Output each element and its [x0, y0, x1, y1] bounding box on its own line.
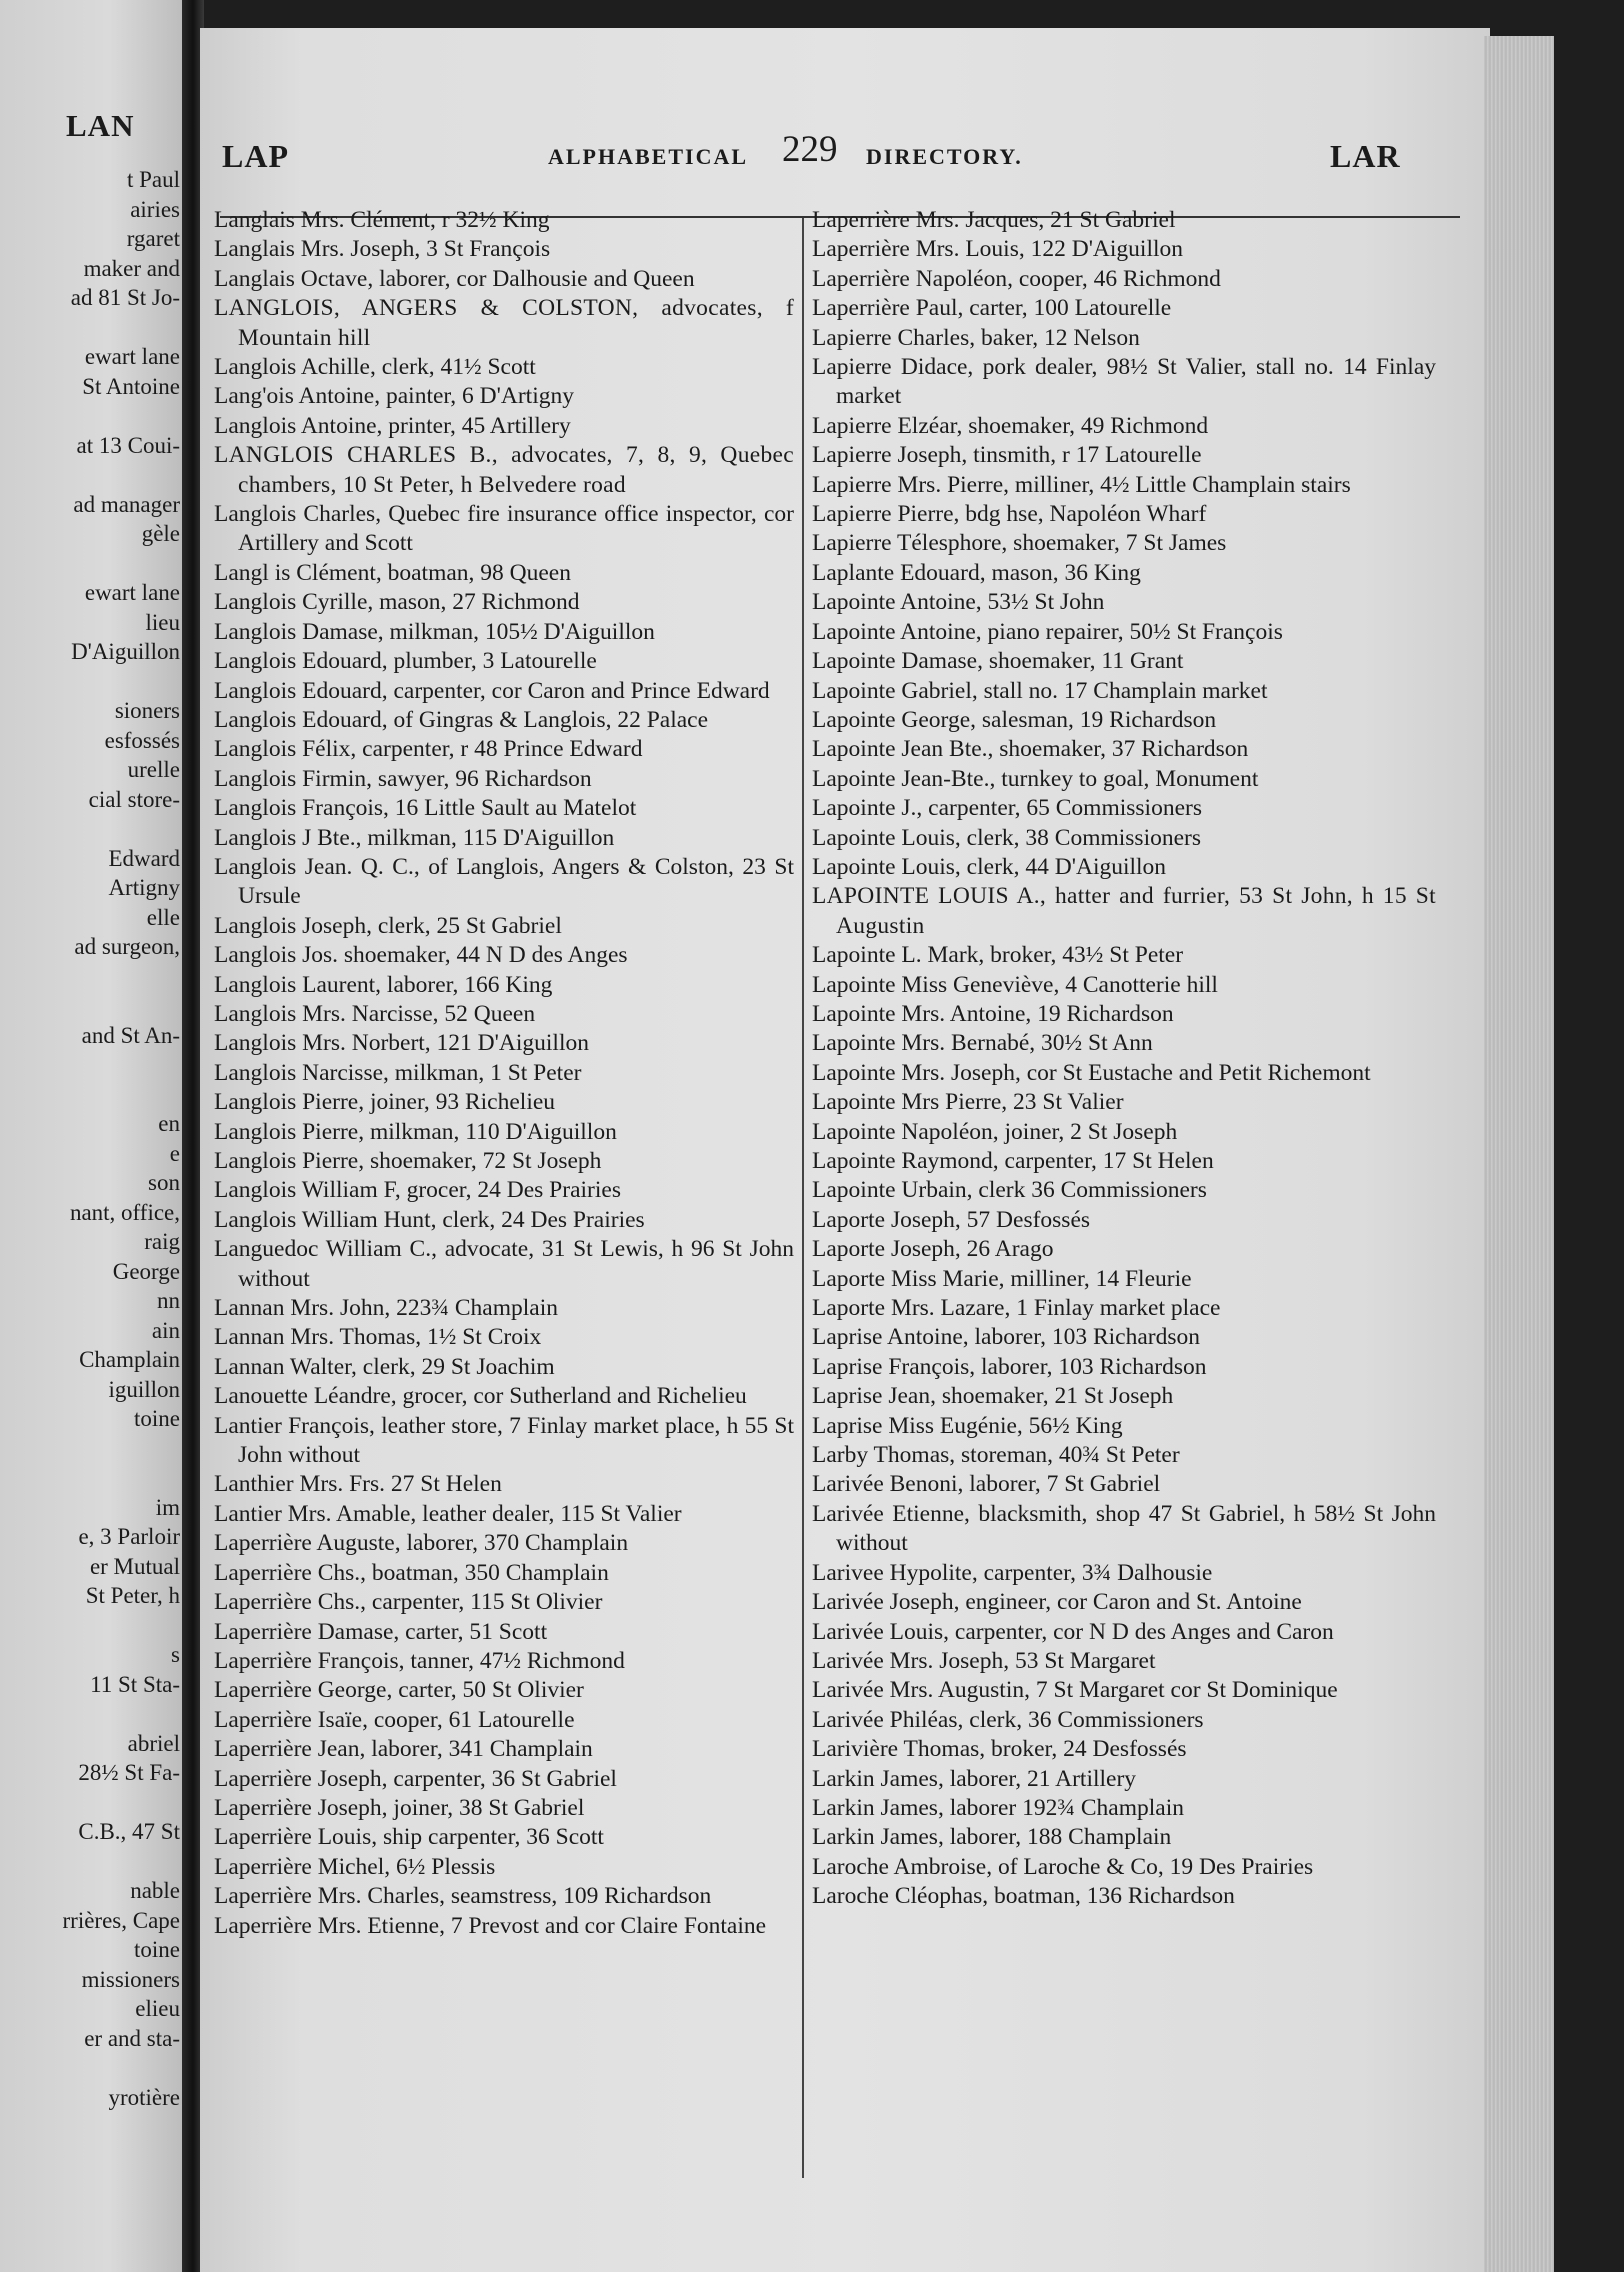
- left-page-fragment: [4, 1050, 180, 1080]
- directory-entry: Laperrière Joseph, joiner, 38 St Gabriel: [214, 1794, 585, 1821]
- left-page-fragment: im: [155, 1494, 180, 1520]
- left-page-fragment: raig: [144, 1229, 180, 1254]
- directory-entry: Laprise Jean, shoemaker, 21 St Joseph: [812, 1383, 1174, 1410]
- directory-entry: LAPOINTE LOUIS A., hatter and furrier, 53 St John, h 15 St Augustin: [812, 883, 1436, 939]
- directory-entry: Laperrière François, tanner, 47½ Richmond: [214, 1647, 625, 1674]
- left-page-fragment: abriel: [127, 1730, 180, 1756]
- directory-entry: Langlois Joseph, clerk, 25 St Gabriel: [214, 912, 562, 939]
- directory-entry: Lapointe Jean-Bte., turnkey to goal, Monument: [812, 765, 1259, 792]
- directory-entry: Langlois Achille, clerk, 41½ Scott: [214, 354, 536, 381]
- left-page-fragment: [4, 991, 180, 1021]
- left-page-fragment: maker and: [83, 255, 180, 281]
- left-page-fragment: ain: [151, 1317, 180, 1343]
- left-page-fragment: gèle: [141, 521, 180, 546]
- directory-entry: Langlais Octave, laborer, cor Dalhousie and Queen: [214, 265, 695, 292]
- directory-entry: Lapierre Pierre, bdg hse, Napoléon Wharf: [812, 501, 1207, 528]
- left-page-fragment: e, 3 Parloir: [78, 1524, 180, 1549]
- left-page-text-fragments: [4, 165, 180, 2112]
- directory-entry: Larby Thomas, storeman, 40¾ St Peter: [812, 1442, 1180, 1469]
- directory-entry: Laperrière George, carter, 50 St Olivier: [214, 1677, 584, 1704]
- directory-entry: Lapointe Gabriel, stall no. 17 Champlain market: [812, 677, 1268, 704]
- directory-entry: Lapointe Louis, clerk, 44 D'Aiguillon: [812, 853, 1167, 880]
- directory-entry: Lanouette Léandre, grocer, cor Sutherland and Richelieu: [214, 1383, 747, 1410]
- directory-entry: Lapierre Mrs. Pierre, milliner, 4½ Little Champlain stairs: [812, 471, 1351, 498]
- left-page-fragment: St Peter, h: [85, 1583, 180, 1608]
- left-page-fragment: Edward: [108, 845, 180, 871]
- directory-entry: Laroche Ambroise, of Laroche & Co, 19 Des Prairies: [812, 1853, 1314, 1880]
- directory-entry: Lapointe Mrs. Joseph, cor St Eustache and Petit Richemont: [812, 1059, 1371, 1086]
- left-page-fragment: toine: [134, 1937, 180, 1962]
- directory-entry: Larivee Hypolite, carpenter, 3¾ Dalhousie: [812, 1559, 1213, 1586]
- directory-entry: Langlois William F, grocer, 24 Des Prairies: [214, 1177, 621, 1204]
- left-page-fragment: cial store-: [88, 786, 180, 812]
- left-facing-page: [0, 0, 182, 2272]
- directory-entry: Larivée Louis, carpenter, cor N D des Anges and Caron: [812, 1618, 1334, 1645]
- left-page-fragment: [4, 313, 180, 343]
- directory-entry: Laperrière Louis, ship carpenter, 36 Scott: [214, 1824, 604, 1851]
- directory-entry: Langlais Mrs. Clément, r 32½ King: [214, 207, 550, 233]
- left-page-fragment: at 13 Coui-: [76, 432, 180, 458]
- column-divider: [802, 218, 804, 2178]
- left-page-fragment: [4, 549, 180, 579]
- directory-entry: Lapointe Napoléon, joiner, 2 St Joseph: [812, 1118, 1178, 1145]
- directory-entry: Lapointe Miss Geneviève, 4 Canotterie hill: [812, 971, 1218, 998]
- left-page-fragment: [4, 962, 180, 992]
- directory-entry: Langlois William Hunt, clerk, 24 Des Prairies: [214, 1206, 645, 1233]
- directory-page: [200, 28, 1490, 2272]
- directory-entry: Lang'ois Antoine, painter, 6 D'Artigny: [214, 383, 574, 410]
- directory-entry: Langlois Laurent, laborer, 166 King: [214, 971, 553, 998]
- directory-entry: Laperrière Mrs. Louis, 122 D'Aiguillon: [812, 236, 1184, 263]
- left-page-fragment: urelle: [127, 757, 180, 782]
- left-page-fragment: rgaret: [126, 226, 180, 251]
- left-page-fragment: ewart lane: [84, 580, 180, 605]
- directory-entry: Langlois Jean. Q. C., of Langlois, Angers & Colston, 23 St Ursule: [214, 853, 794, 910]
- directory-entry: Langlois J Bte., milkman, 115 D'Aiguillon: [214, 824, 615, 851]
- left-page-fragment: esfossés: [104, 727, 180, 753]
- directory-entry: Laperrière Mrs. Charles, seamstress, 109 Richardson: [214, 1883, 712, 1910]
- page-header: [200, 116, 1490, 176]
- header-subtitle: DIRECTORY.: [866, 144, 1023, 169]
- directory-entry: Langlois Pierre, milkman, 110 D'Aiguillon: [214, 1118, 617, 1145]
- left-page-fragment: sioners: [114, 698, 180, 723]
- directory-entry: Lannan Mrs. Thomas, 1½ St Croix: [214, 1324, 542, 1351]
- directory-entry: Laplante Edouard, mason, 36 King: [812, 559, 1141, 586]
- left-page-fragment: t Paul: [126, 167, 180, 192]
- directory-entry: Lannan Walter, clerk, 29 St Joachim: [214, 1353, 555, 1380]
- directory-entry: Langlois Cyrille, mason, 27 Richmond: [214, 589, 580, 616]
- column-1: [214, 206, 794, 1941]
- directory-entry: Langlois Pierre, joiner, 93 Richelieu: [214, 1089, 556, 1116]
- directory-entry: Lapointe Mrs Pierre, 23 St Valier: [812, 1089, 1124, 1116]
- left-page-fragment: nable: [130, 1878, 180, 1903]
- directory-entry: Laperrière Isaïe, cooper, 61 Latourelle: [214, 1706, 575, 1733]
- left-page-fragment: 11 St Sta-: [90, 1671, 180, 1697]
- left-page-fragment: [4, 2053, 180, 2083]
- directory-entry: Lapierre Elzéar, shoemaker, 49 Richmond: [812, 412, 1209, 439]
- directory-entry: Larivée Mrs. Augustin, 7 St Margaret cor St Dominique: [812, 1677, 1338, 1704]
- directory-entry: Laporte Joseph, 26 Arago: [812, 1236, 1054, 1263]
- left-page-fragment: missioners: [81, 1966, 180, 1992]
- directory-entry: Lantier François, leather store, 7 Finlay market place, h 55 St John without: [214, 1412, 794, 1469]
- left-page-fragment: [4, 1434, 180, 1464]
- directory-entry: Langlois Edouard, of Gingras & Langlois, 22 Palace: [214, 706, 709, 733]
- directory-entry: Lapierre Didace, pork dealer, 98½ St Valier, stall no. 14 Finlay market: [812, 354, 1436, 410]
- directory-entry: Langlois Félix, carpenter, r 48 Prince Edward: [214, 736, 643, 763]
- directory-entry: Lapointe Antoine, piano repairer, 50½ St François: [812, 618, 1283, 645]
- left-page-fragment: Champlain: [79, 1347, 180, 1372]
- directory-entry: Larivée Mrs. Joseph, 53 St Margaret: [812, 1647, 1156, 1674]
- left-page-fragment: er and sta-: [84, 2025, 180, 2051]
- directory-entry: Langlois Charles, Quebec fire insurance office inspector, cor Artillery and Scott: [214, 501, 794, 557]
- directory-entry: Laperrière Damase, carter, 51 Scott: [214, 1618, 548, 1645]
- directory-entry: Laperrière Joseph, carpenter, 36 St Gabriel: [214, 1765, 617, 1792]
- left-page-fragment: er Mutual: [89, 1553, 180, 1579]
- left-page-fragment: 28½ St Fa-: [78, 1760, 180, 1785]
- directory-entry: Laperrière Chs., boatman, 350 Champlain: [214, 1559, 609, 1586]
- header-right-guide: LAR: [1330, 138, 1401, 174]
- directory-entry: Langlois Narcisse, milkman, 1 St Peter: [214, 1059, 582, 1086]
- left-page-fragment: [4, 1847, 180, 1877]
- left-page-header: LAN: [66, 108, 135, 143]
- directory-entry: Lannan Mrs. John, 223¾ Champlain: [214, 1295, 558, 1322]
- directory-entry: Larivée Etienne, blacksmith, shop 47 St Gabriel, h 58½ St John without: [812, 1500, 1436, 1557]
- directory-entry: Laperrière Napoléon, cooper, 46 Richmond: [812, 265, 1221, 292]
- directory-entry: Lapierre Joseph, tinsmith, r 17 Latourelle: [812, 442, 1202, 469]
- left-page-fragment: [4, 1080, 180, 1110]
- directory-entry: Laroche Cléophas, boatman, 136 Richardson: [812, 1883, 1235, 1910]
- left-page-fragment: ad 81 St Jo-: [70, 285, 180, 310]
- left-page-fragment: s: [171, 1642, 180, 1667]
- directory-entry: Larivière Thomas, broker, 24 Desfossés: [812, 1736, 1187, 1763]
- directory-entry: Lapointe Urbain, clerk 36 Commissioners: [812, 1177, 1207, 1204]
- directory-entry: Langlais Mrs. Joseph, 3 St François: [214, 236, 551, 263]
- directory-entry: Larkin James, laborer, 21 Artillery: [812, 1765, 1137, 1792]
- left-page-fragment: elieu: [135, 1996, 180, 2021]
- directory-entry: Laperrière Mrs. Etienne, 7 Prevost and cor Claire Fontaine: [214, 1912, 767, 1939]
- header-title: ALPHABETICAL: [548, 144, 749, 169]
- left-page-fragment: ewart lane: [84, 344, 180, 369]
- left-page-fragment: [4, 460, 180, 490]
- directory-entry: Laperrière Auguste, laborer, 370 Champlain: [214, 1530, 629, 1557]
- directory-entry: Langlois Antoine, printer, 45 Artillery: [214, 412, 571, 439]
- directory-entry: Larkin James, laborer, 188 Champlain: [812, 1824, 1172, 1851]
- directory-entry: LANGLOIS, ANGERS & COLSTON, advocates, f Mountain hill: [214, 295, 794, 351]
- directory-entry: Laprise Miss Eugénie, 56½ King: [812, 1412, 1123, 1439]
- left-page-fragment: nn: [157, 1288, 180, 1313]
- directory-entry: Langl is Clément, boatman, 98 Queen: [214, 559, 571, 586]
- directory-entry: Lapointe Mrs. Antoine, 19 Richardson: [812, 1000, 1174, 1027]
- directory-entry: Lanthier Mrs. Frs. 27 St Helen: [214, 1471, 502, 1498]
- directory-entry: Larivée Joseph, engineer, cor Caron and St. Antoine: [812, 1589, 1302, 1616]
- left-page-fragment: [4, 1463, 180, 1493]
- left-page-fragment: [4, 814, 180, 844]
- directory-entry: Lapointe George, salesman, 19 Richardson: [812, 706, 1217, 733]
- directory-entry: Langlois Mrs. Norbert, 121 D'Aiguillon: [214, 1030, 589, 1057]
- directory-entry: Langlois Jos. shoemaker, 44 N D des Anges: [214, 942, 628, 969]
- left-page-fragment: D'Aiguillon: [71, 639, 180, 664]
- directory-entry: Larivée Benoni, laborer, 7 St Gabriel: [812, 1471, 1161, 1498]
- column-2: [812, 206, 1436, 1912]
- directory-entry: Lapointe Mrs. Bernabé, 30½ St Ann: [812, 1030, 1153, 1057]
- directory-entry: Lapointe Antoine, 53½ St John: [812, 589, 1105, 616]
- directory-entry: Langlois Pierre, shoemaker, 72 St Joseph: [214, 1148, 602, 1174]
- directory-entry: Laprise Antoine, laborer, 103 Richardson: [812, 1324, 1201, 1351]
- left-page-fragment: iguillon: [108, 1376, 180, 1402]
- left-page-fragment: [4, 1788, 180, 1818]
- directory-entry: LANGLOIS CHARLES B., advocates, 7, 8, 9, Quebec chambers, 10 St Peter, h Belvedere road: [214, 442, 794, 498]
- directory-entry: Laperrière Michel, 6½ Plessis: [214, 1853, 496, 1880]
- directory-entry: Lapointe Raymond, carpenter, 17 St Helen: [812, 1148, 1214, 1174]
- directory-entry: Languedoc William C., advocate, 31 St Lewis, h 96 St John without: [214, 1236, 794, 1292]
- directory-entry: Laporte Mrs. Lazare, 1 Finlay market place: [812, 1295, 1221, 1322]
- directory-entry: Laperrière Paul, carter, 100 Latourelle: [812, 295, 1172, 322]
- directory-entry: Langlois Edouard, plumber, 3 Latourelle: [214, 648, 597, 675]
- left-page-fragment: en: [158, 1111, 180, 1136]
- directory-entry: Langlois François, 16 Little Sault au Matelot: [214, 795, 637, 822]
- left-page-fragment: [4, 1699, 180, 1729]
- left-page-fragment: George: [112, 1258, 180, 1284]
- page-number: 229: [782, 129, 838, 170]
- directory-entry: Lapointe J., carpenter, 65 Commissioners: [812, 795, 1202, 822]
- directory-entry: Larivée Philéas, clerk, 36 Commissioners: [812, 1706, 1204, 1733]
- directory-entry: Laporte Joseph, 57 Desfossés: [812, 1206, 1091, 1233]
- left-page-fragment: elle: [146, 904, 180, 930]
- directory-entry: Laperrière Mrs. Jacques, 21 St Gabriel: [812, 207, 1176, 233]
- left-page-fragment: [4, 667, 180, 697]
- left-page-fragment: [4, 1611, 180, 1641]
- directory-entry: Langlois Firmin, sawyer, 96 Richardson: [214, 765, 592, 792]
- directory-entry: Laperrière Chs., carpenter, 115 St Olivier: [214, 1589, 603, 1616]
- directory-entry: Lapointe Jean Bte., shoemaker, 37 Richardson: [812, 736, 1249, 763]
- left-page-fragment: St Antoine: [82, 373, 180, 399]
- directory-entry: Lantier Mrs. Amable, leather dealer, 115 St Valier: [214, 1500, 682, 1527]
- directory-entry: Langlois Edouard, carpenter, cor Caron and Prince Edward: [214, 677, 770, 704]
- directory-entry: Laprise François, laborer, 103 Richardson: [812, 1353, 1207, 1380]
- left-page-fragment: rrières, Cape: [62, 1907, 180, 1933]
- left-page-fragment: and St An-: [81, 1022, 180, 1048]
- directory-entry: Langlois Damase, milkman, 105½ D'Aiguillon: [214, 618, 655, 645]
- left-page-fragment: Artigny: [108, 875, 180, 900]
- directory-entry: Lapointe Damase, shoemaker, 11 Grant: [812, 648, 1184, 675]
- left-page-fragment: ad manager: [73, 491, 180, 517]
- directory-entry: Larkin James, laborer 192¾ Champlain: [812, 1794, 1184, 1821]
- directory-entry: Laporte Miss Marie, milliner, 14 Fleurie: [812, 1265, 1192, 1292]
- directory-entry: Lapierre Charles, baker, 12 Nelson: [812, 324, 1140, 351]
- left-page-fragment: toine: [134, 1406, 180, 1431]
- directory-entry: Laperrière Jean, laborer, 341 Champlain: [214, 1736, 593, 1763]
- left-page-fragment: e: [169, 1140, 180, 1166]
- directory-entry: Langlois Mrs. Narcisse, 52 Queen: [214, 1000, 536, 1027]
- left-page-fragment: [4, 401, 180, 431]
- left-page-fragment: lieu: [145, 609, 180, 635]
- left-page-fragment: nant, office,: [69, 1199, 180, 1225]
- directory-entry: Lapointe Louis, clerk, 38 Commissioners: [812, 824, 1202, 851]
- header-left-guide: LAP: [222, 138, 289, 174]
- left-page-fragment: yrotière: [108, 2084, 180, 2110]
- directory-entry: Lapointe L. Mark, broker, 43½ St Peter: [812, 942, 1184, 969]
- left-page-fragment: son: [148, 1170, 180, 1195]
- directory-entry: Lapierre Télesphore, shoemaker, 7 St James: [812, 530, 1227, 557]
- page-edges: [1484, 36, 1554, 2272]
- left-page-fragment: ad surgeon,: [74, 934, 180, 959]
- left-page-fragment: C.B., 47 St: [78, 1819, 180, 1844]
- left-page-fragment: airies: [130, 196, 180, 222]
